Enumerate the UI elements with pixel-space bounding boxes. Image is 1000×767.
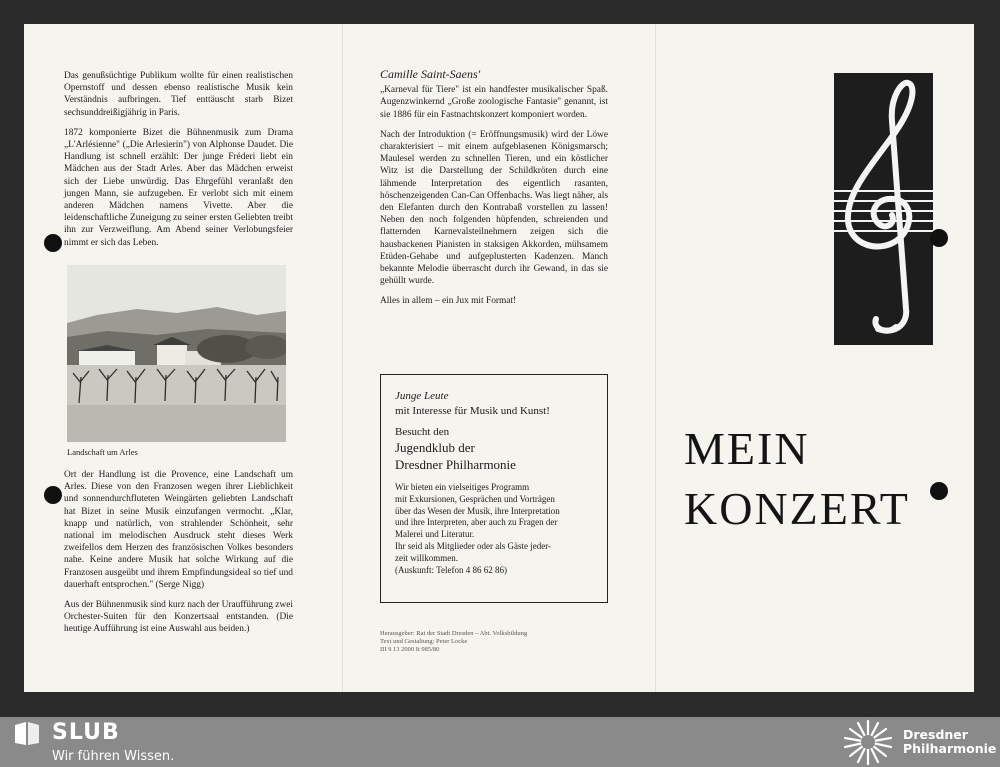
box-body-line: Malerei und Literatur.	[395, 529, 475, 540]
treble-clef-logo	[834, 73, 933, 345]
cover-title	[684, 419, 910, 539]
punch-hole	[44, 234, 62, 252]
box-line-young-people: Junge Leute	[395, 390, 449, 402]
landscape-image	[67, 265, 286, 442]
club-name-line: Jugendklub der	[395, 440, 475, 455]
box-body-line: (Auskunft: Telefon 4 86 62 86)	[395, 564, 507, 575]
box-body-line: und ihre Interpreten, aber auch zu Fragen der	[395, 517, 558, 528]
box-body-line: zeit willkommen.	[395, 552, 458, 563]
paragraph: „Karneval für Tiere" ist ein handfester musikalischer Spaß. Augenzwinkernd „Große zoologische Fantasie" genannt, ist sie 1886 für ein Fastnachtskonzert komponiert worden.	[380, 85, 608, 120]
partner-name	[903, 728, 996, 756]
box-body-line: mit Exkursionen, Gesprächen und Vorträgen	[395, 493, 555, 504]
photo-landscape-arles	[67, 265, 286, 442]
box-body	[395, 482, 593, 576]
club-name-line: Dresdner Philharmonie	[395, 457, 516, 472]
fold-line-right	[655, 24, 656, 692]
imprint-line: III 9 13 2000 It 985/80	[380, 646, 440, 653]
paragraph: Alles in allem – ein Jux mit Format!	[380, 296, 517, 307]
middle-column	[380, 68, 608, 316]
box-body-line: Ihr seid als Mitglieder oder als Gäste jeder-	[395, 540, 552, 551]
paragraph: 1872 komponierte Bizet die Bühnenmusik zum Drama „L'Arlésienne" („Die Arlesierin") von Alphonse Daudet. Die Handlung ist schnell erzählt: Der junge Fréderi liebt ein Mädchen aus der Stadt Arles. Aber das Mädchen erweist sich der Liebe unwürdig. Das Ehrgefühl veranlaßt den jungen Mann, sie aufzugeben. Er verlobt sich mit einem anderen Mädchen namens Vivette. Aber die leidenschaftliche Zuneigung zu seiner ersten Geliebten treibt ihn zur Verzweiflung. Am Abend seiner Verlobungsfeier nimmt er sich das Leben.	[64, 127, 293, 248]
title-line: MEIN	[684, 423, 810, 474]
imprint	[380, 630, 527, 654]
composer-heading: Camille Saint-Saens'	[380, 67, 481, 81]
photo-caption: Landschaft um Arles	[67, 447, 138, 457]
youth-club-box	[380, 374, 608, 603]
partner-name-line: Dresdner	[903, 727, 968, 742]
box-line-visit: Besucht den	[395, 426, 450, 438]
footer-bar	[0, 717, 1000, 767]
imprint-line: Text und Gestaltung: Peter Locke	[380, 638, 468, 645]
slub-tagline: Wir führen Wissen.	[52, 749, 175, 764]
box-body-line: Wir bieten ein vielseitiges Programm	[395, 482, 530, 492]
imprint-line: Herausgeber: Rat der Stadt Dresden – Abt. Volksbildung	[380, 630, 528, 637]
left-column-top	[64, 70, 293, 257]
slub-name: SLUB	[52, 720, 120, 745]
brochure-sheet	[24, 24, 974, 692]
title-line: KONZERT	[684, 483, 910, 534]
punch-hole	[930, 229, 948, 247]
paragraph: Ort der Handlung ist die Provence, eine Landschaft um Arles. Diese von den Franzosen wegen ihrer Lieblichkeit und sonnendurchfluteten Weingärten geliebten Landschaft hat Bizet in seine Musik einzufangen vermocht. „Klar, knapp und natürlich, von strahlender Schönheit, sehr national im melodischen Ausdruck steht dieses Werk zweifellos dem Herzen des französischen Volkes besonders nahe. Keine andere Musik hat solche Wirkung auf die Franzosen ausgeübt und ihrem Empfindungsideal so tief und dauerhaft entsprochen." (Serge Nigg)	[64, 470, 293, 590]
punch-hole	[930, 482, 948, 500]
box-body-line: über das Wesen der Musik, ihre Interpretation	[395, 505, 560, 516]
paragraph: Aus der Bühnenmusik sind kurz nach der Uraufführung zwei Orchester-Suiten für den Konzertsaal entstanden. (Die heutige Aufführung ist eine Auswahl aus beiden.)	[64, 600, 293, 635]
slub-logo-icon	[14, 721, 40, 747]
left-column-bottom	[64, 469, 293, 644]
box-line-interest: mit Interesse für Musik und Kunst!	[395, 405, 550, 417]
paragraph: Nach der Introduktion (= Eröffnungsmusik) wird der Löwe charakterisiert – mit einem aufgeblasenen Königsmarsch; Maulesel werden zu schnellen Tieren, und ein köstlicher Witz ist die Darstellung der Schildkröten durch eine lähmende Interpretation des eigentlich rasanten, höschenzeigenden Can-Can Offenbachs. Was liegt näher, als den Elefanten durch den Kontrabaß vorstellen zu lassen! Neben den noch folgenden hüpfenden, schreienden und flatternden Karnevalsteilnehmern zeigen sich die hausbackenen Pianisten in staksigen Akkorden, mühsamem Etüden-Gehabe und aufgeplusterten Kadenzen. Manch bekannte Melodie überrascht durch ihr Gewand, in das sie gehüllt wurde.	[380, 129, 608, 287]
paragraph: Das genußsüchtige Publikum wollte für einen realistischen Opernstoff und dessen ebenso realistische Musik kein Verständnis aufbringen. Tief enttäuscht starb Bizet sechsunddreißigjährig in Paris.	[64, 71, 293, 118]
treble-clef-icon	[834, 73, 933, 345]
club-name	[395, 439, 593, 473]
fold-line-left	[342, 24, 343, 692]
partner-name-line: Philharmonie	[903, 741, 997, 756]
dresdner-philharmonie-logo-icon	[842, 719, 894, 765]
punch-hole	[44, 486, 62, 504]
